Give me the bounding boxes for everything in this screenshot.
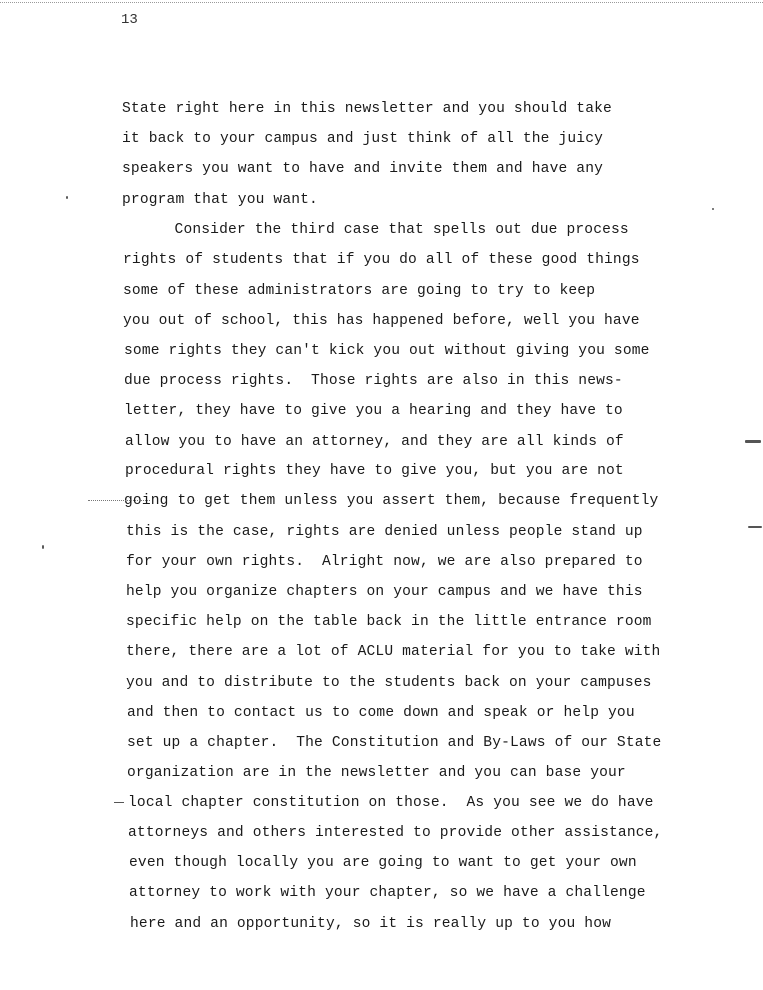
- text-line: set up a chapter. The Constitution and By-Laws of our State: [127, 735, 662, 751]
- text-line: Consider the third case that spells out due process: [130, 222, 629, 238]
- top-edge-border: [0, 2, 763, 3]
- text-line: and then to contact us to come down and speak or help you: [127, 705, 635, 721]
- text-line: organization are in the newsletter and you can base your: [127, 765, 626, 781]
- text-line: there, there are a lot of ACLU material for you to take with: [126, 644, 661, 660]
- scan-speck: [712, 208, 714, 210]
- text-line: rights of students that if you do all of these good things: [123, 252, 640, 268]
- text-line: procedural rights they have to give you, but you are not: [125, 463, 624, 479]
- text-line: attorney to work with your chapter, so we have a challenge: [129, 885, 646, 901]
- text-line: program that you want.: [122, 192, 318, 208]
- text-line: some of these administrators are going to try to keep: [123, 283, 596, 299]
- text-line: specific help on the table back in the little entrance room: [126, 614, 652, 630]
- scan-artifact-line: [88, 500, 150, 501]
- page-number: 13: [121, 12, 138, 28]
- text-line: even though locally you are going to want to get your own: [129, 855, 637, 871]
- text-line: attorneys and others interested to provide other assistance,: [128, 825, 663, 841]
- text-line: here and an opportunity, so it is really up to you how: [130, 916, 612, 932]
- text-line: some rights they can't kick you out without giving you some: [124, 343, 650, 359]
- scan-speck: [42, 545, 44, 549]
- scan-speck: [114, 802, 124, 803]
- scan-speck: [745, 440, 761, 443]
- text-line: you and to distribute to the students back on your campuses: [126, 675, 652, 691]
- text-line: you out of school, this has happened before, well you have: [123, 313, 640, 329]
- text-line: speakers you want to have and invite them and have any: [122, 161, 604, 177]
- text-line: allow you to have an attorney, and they are all kinds of: [125, 434, 624, 450]
- scan-speck: [66, 196, 68, 199]
- text-line: for your own rights. Alright now, we are also prepared to: [126, 554, 643, 570]
- scan-speck: [748, 526, 762, 528]
- text-line: help you organize chapters on your campus and we have this: [126, 584, 643, 600]
- text-line: it back to your campus and just think of all the juicy: [122, 131, 604, 147]
- text-line: local chapter constitution on those. As you see we do have: [128, 795, 654, 811]
- text-line: due process rights. Those rights are also in this news-: [124, 373, 623, 389]
- text-line: this is the case, rights are denied unless people stand up: [126, 524, 643, 540]
- text-line: going to get them unless you assert them, because frequently: [124, 493, 659, 509]
- text-line: letter, they have to give you a hearing and they have to: [124, 403, 623, 419]
- text-line: State right here in this newsletter and you should take: [122, 101, 612, 117]
